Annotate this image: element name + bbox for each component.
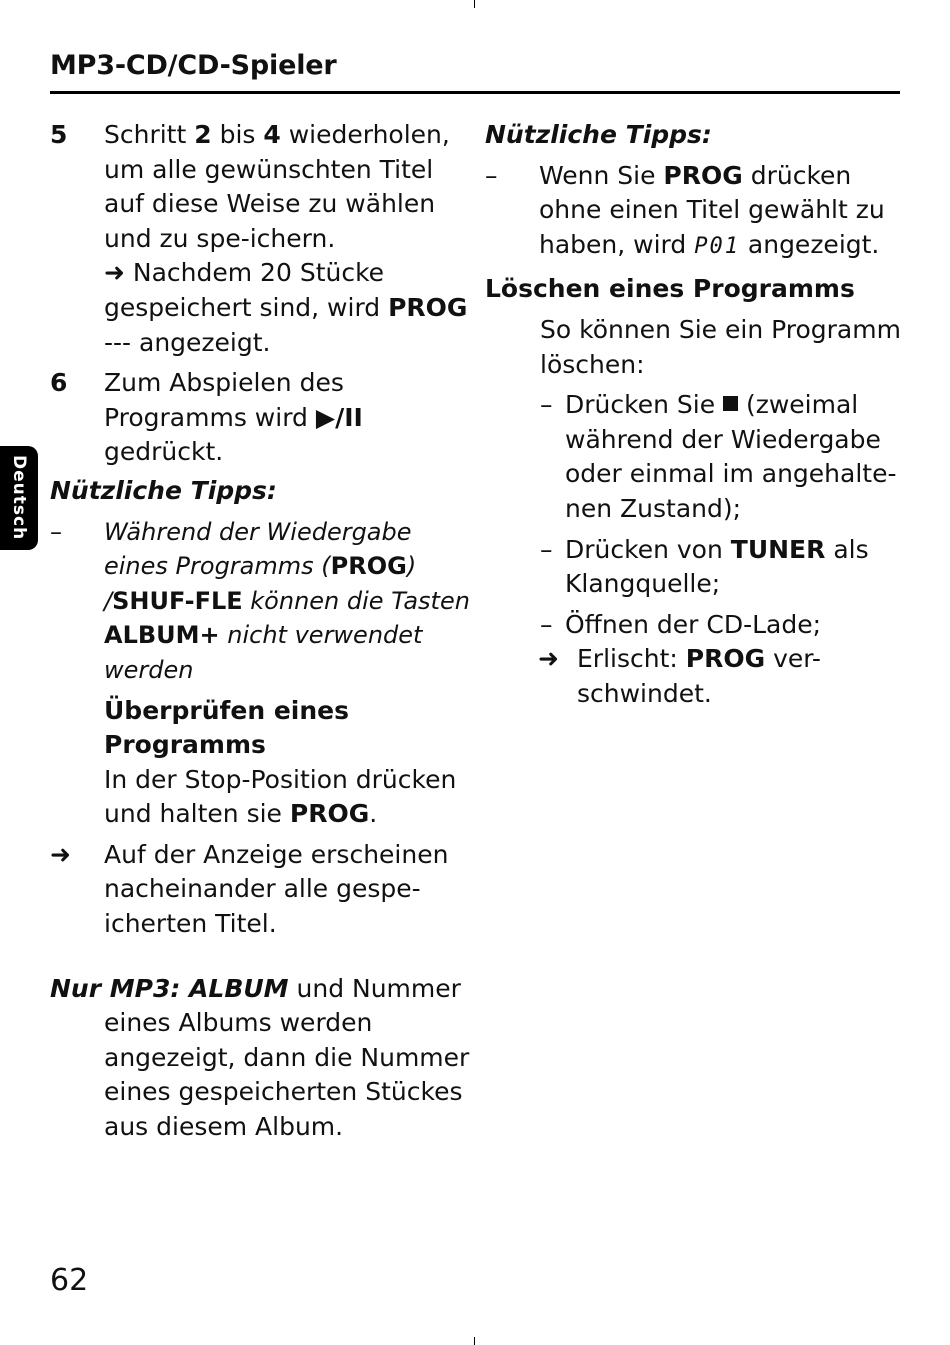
mp3-text: und Nummer eines Albums werden angezeigt, dann die Nummer eines gespeicherten Stückes aus diesem Album. <box>104 973 470 1142</box>
step-number: 5 <box>50 120 68 149</box>
result-text: Nachdem 20 Stücke gespeichert sind, wird <box>104 258 389 322</box>
result-text: Erlischt: <box>577 644 686 674</box>
item-text: Drücken von <box>565 534 731 564</box>
dash-bullet: – <box>540 534 553 564</box>
delete-item <box>485 533 905 602</box>
button-ref: PROG <box>330 552 407 581</box>
step-5-result <box>50 256 470 360</box>
review-body: In der Stop-Position drücken und halten sie <box>104 764 457 829</box>
review-text <box>50 763 470 832</box>
button-ref: ALBUM+ <box>104 621 220 650</box>
mp3-label: Nur MP3: ALBUM <box>50 973 289 1003</box>
review-result <box>50 838 470 942</box>
review-body: . <box>369 799 378 829</box>
delete-item <box>485 608 905 643</box>
mp3-note <box>50 972 470 1145</box>
lcd-display-text: P01 <box>694 233 740 259</box>
tip-text: drücken ohne einen Titel gewählt zu haben, wird <box>539 160 885 259</box>
button-ref: PROG <box>289 799 370 829</box>
tip-text: Wenn Sie <box>539 160 664 190</box>
dash-bullet: – <box>540 390 553 420</box>
button-ref: TUNER <box>730 534 826 564</box>
delete-intro: So können Sie ein Programm löschen: <box>540 314 901 379</box>
tip-item <box>485 159 905 265</box>
delete-result <box>485 642 905 711</box>
play-pause-icon: ▶/II <box>315 402 363 432</box>
delete-heading: Löschen eines Programms <box>485 274 855 304</box>
crop-mark-bottom <box>474 1337 475 1345</box>
item-text: Drücken Sie <box>565 390 724 420</box>
step-ref: 4 <box>263 120 281 149</box>
step-number: 6 <box>50 368 68 398</box>
button-ref: PROG <box>388 292 468 322</box>
button-ref: PROG <box>663 160 743 190</box>
page-header-title: MP3-CD/CD-Spieler <box>50 50 337 81</box>
step-5 <box>50 118 470 256</box>
language-tab-label: Deutsch <box>9 455 29 541</box>
arrow-icon: ➜ <box>50 839 71 869</box>
tip-text: können die Tasten <box>242 586 470 615</box>
item-text: als Klangquelle; <box>565 534 869 599</box>
tip-text: Während der Wiedergabe eines Programms ( <box>104 517 412 581</box>
button-ref: PROG <box>685 644 766 674</box>
button-ref: SHUF-FLE <box>112 586 243 615</box>
left-column <box>50 118 470 1145</box>
step-6 <box>50 366 470 470</box>
crop-mark-top <box>474 0 475 8</box>
tip-item <box>50 515 470 688</box>
item-text: (zweimal während der Wiedergabe oder einmal im angehalte-nen Zustand); <box>565 390 897 523</box>
tip-text: nicht verwendet werden <box>104 621 423 684</box>
language-side-tab <box>0 446 38 550</box>
dash-bullet: – <box>540 609 553 639</box>
item-text: Öffnen der CD-Lade; <box>565 609 822 639</box>
step-text: gedrückt. <box>104 437 224 467</box>
step-text: bis <box>211 120 264 149</box>
review-heading: Überprüfen eines Programms <box>104 695 349 760</box>
dash-bullet: – <box>50 517 62 546</box>
tip-text: ) / <box>104 552 417 615</box>
result-text: Auf der Anzeige erscheinen nacheinander alle gespe-icherten Titel. <box>104 839 449 939</box>
step-text: wiederholen, um alle gewünschten Titel auf diese Weise zu wählen und zu spe-ichern. <box>104 120 450 253</box>
stop-icon <box>723 396 738 411</box>
page-number: 62 <box>50 1263 89 1298</box>
step-ref: 2 <box>194 120 212 149</box>
arrow-icon: ➜ <box>538 644 559 674</box>
dash-bullet: – <box>485 160 498 190</box>
tip-text: angezeigt. <box>739 229 880 259</box>
tips-heading: Nützliche Tipps: <box>50 475 277 505</box>
right-column <box>485 118 905 712</box>
header-rule <box>50 91 900 94</box>
tips-heading: Nützliche Tipps: <box>485 120 712 149</box>
result-text: ver-schwindet. <box>577 644 821 708</box>
step-text: Zum Abspielen des Programms wird <box>104 368 344 432</box>
step-text: Schritt <box>104 120 195 149</box>
delete-item <box>485 388 905 526</box>
arrow-icon: ➜ <box>104 258 125 288</box>
result-text: --- angezeigt. <box>104 327 271 357</box>
